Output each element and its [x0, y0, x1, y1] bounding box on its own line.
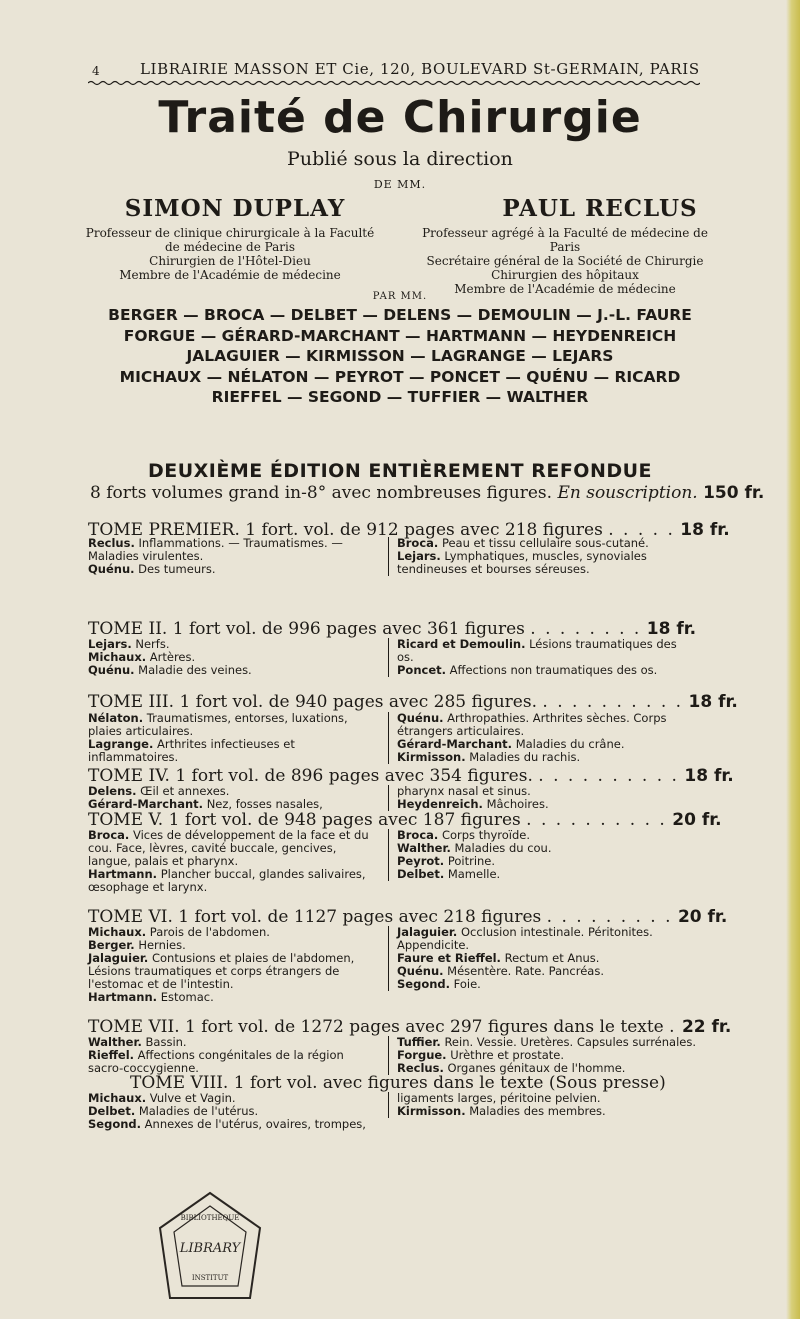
director-desc-duplay: [80, 226, 380, 282]
director-name-reclus: PAUL RECLUS: [502, 195, 698, 222]
tome-heading: [88, 766, 734, 786]
tome-entry: [397, 664, 697, 677]
volumes-text: 8 forts volumes grand in-8° avec nombreuses figures.: [90, 483, 553, 503]
tome-label: TOME II. 1 fort vol. de 996 pages avec 361 figures: [88, 619, 525, 639]
tome-leader: . . . . . . . . . .: [526, 810, 667, 830]
entry-subject: ligaments larges, péritoine pelvien.: [397, 1091, 601, 1105]
tome-column-left: [88, 1092, 378, 1131]
tome-label: TOME III. 1 fort vol. de 940 pages avec 285 figures.: [88, 692, 537, 712]
tome-entry: [397, 712, 697, 738]
contributors-list: [90, 305, 710, 408]
entry-subject: Plancher buccal, glandes salivaires, œsophage et larynx.: [88, 867, 366, 894]
tome-price: 20 fr.: [672, 810, 722, 830]
entry-author: Quénu.: [397, 711, 444, 725]
tome-column-right: [388, 1036, 697, 1075]
tome-entry: [88, 1049, 378, 1075]
entry-subject: Maladies du crâne.: [512, 737, 625, 751]
tome-entry: [88, 664, 378, 677]
tome-entry: [88, 991, 378, 1004]
tome-heading: [88, 619, 708, 639]
stamp-center-text: LIBRARY: [179, 1241, 241, 1256]
entry-author: Berger.: [88, 938, 135, 952]
entry-author: Rieffel.: [88, 1048, 135, 1062]
entry-author: Kirmisson.: [397, 750, 466, 764]
tome-heading: [88, 907, 728, 927]
entry-subject: Poitrine.: [444, 854, 496, 868]
tome-column-right: [388, 712, 697, 764]
tome-label: TOME V. 1 fort vol. de 948 pages avec 187 figures: [88, 810, 521, 830]
tome-entry: [88, 537, 378, 563]
tome-column-left: [88, 926, 378, 1004]
subtitle: Publié sous la direction: [287, 148, 513, 170]
stamp-top-text: BIBLIOTHÈQUE: [180, 1214, 240, 1222]
tome-price: 22 fr.: [681, 1017, 732, 1037]
tome-entry: [397, 550, 697, 576]
entry-subject: Vulve et Vagin.: [146, 1091, 236, 1105]
entry-subject: Corps thyroïde.: [438, 828, 531, 842]
tome-heading: [130, 1073, 750, 1093]
entry-subject: Mésentère. Rate. Pancréas.: [443, 964, 604, 978]
entry-subject: Occlusion intestinale. Péritonites. Appendicite.: [397, 925, 653, 952]
entry-author: Poncet.: [397, 663, 446, 677]
volumes-line: [90, 483, 765, 503]
entry-author: Hartmann.: [88, 867, 158, 881]
tome-entry: [88, 1118, 378, 1131]
desc-line: Professeur agrégé à la Faculté de médecine de Paris: [422, 226, 708, 254]
tome-entry: [397, 868, 697, 881]
entry-author: Broca.: [88, 828, 130, 842]
entry-author: Lejars.: [397, 549, 441, 563]
tome-column-right: [388, 1092, 697, 1118]
entry-author: Heydenreich.: [397, 797, 483, 811]
entry-author: Broca.: [397, 536, 439, 550]
tome-column-right: [388, 537, 697, 576]
entry-subject: Maladies du rachis.: [465, 750, 581, 764]
wavy-rule: [88, 80, 700, 86]
entry-author: Hartmann.: [88, 990, 158, 1004]
entry-author: Quénu.: [397, 964, 444, 978]
tome-column-left: [88, 712, 378, 764]
tome-price: 18 fr.: [684, 766, 734, 786]
entry-subject: Arthropathies. Arthrites sèches. Corps étrangers articulaires.: [397, 711, 667, 738]
volumes-price: 150 fr.: [703, 483, 765, 503]
tome-price: 20 fr.: [677, 907, 728, 927]
tome-label: TOME VI. 1 fort vol. de 1127 pages avec 218 figures: [88, 907, 542, 927]
entry-subject: Maladies des membres.: [465, 1104, 606, 1118]
stamp-bottom-text: INSTITUT: [191, 1274, 229, 1282]
tome-leader: . . . . . . . . . .: [542, 692, 684, 712]
entry-subject: Estomac.: [157, 990, 214, 1004]
contributors-line: MICHAUX — NÉLATON — PEYROT — PONCET — QUÉNU — RICARD: [119, 367, 681, 386]
tome-entry: [88, 712, 378, 738]
entry-subject: Peau et tissu cellulaire sous-cutané.: [438, 536, 649, 550]
entry-author: Gérard-Marchant.: [88, 797, 204, 811]
tome-entry: [397, 638, 697, 664]
tome-leader: . . . . . . . .: [530, 619, 642, 639]
page-edge: [786, 0, 800, 1319]
entry-author: Jalaguier.: [88, 951, 149, 965]
tome-entry: [88, 738, 378, 764]
entry-subject: Rectum et Anus.: [500, 951, 600, 965]
entry-author: Gérard-Marchant.: [397, 737, 513, 751]
tome-column-right: [388, 829, 697, 881]
tome-leader: .: [669, 1017, 677, 1037]
entry-subject: Des tumeurs.: [134, 562, 216, 576]
entry-author: Lagrange.: [88, 737, 154, 751]
entry-author: Segond.: [88, 1117, 142, 1131]
tome-entry: [397, 926, 697, 952]
entry-subject: Affections non traumatiques des os.: [446, 663, 658, 677]
entry-subject: Urèthre et prostate.: [446, 1048, 565, 1062]
entry-author: Jalaguier.: [397, 925, 458, 939]
tome-label: TOME IV. 1 fort vol. de 896 pages avec 354 figures.: [88, 766, 533, 786]
par-mm-label: PAR MM.: [372, 291, 428, 302]
entry-author: Forgue.: [397, 1048, 447, 1062]
tome-column-left: [88, 638, 378, 677]
tome-column-left: [88, 829, 378, 894]
entry-author: Peyrot.: [397, 854, 445, 868]
entry-author: Kirmisson.: [397, 1104, 466, 1118]
tome-column-right: [388, 638, 697, 677]
entry-subject: Bassin.: [141, 1035, 187, 1049]
tome-label: TOME VIII. 1 fort vol. avec figures dans le texte (Sous presse): [130, 1073, 666, 1093]
desc-line: Secrétaire général de la Société de Chirurgie: [426, 254, 704, 268]
entry-subject: Rein. Vessie. Uretères. Capsules surrénales.: [440, 1035, 696, 1049]
tome-leader: . . . . . . . . . .: [538, 766, 679, 786]
entry-author: Walther.: [397, 841, 451, 855]
entry-subject: Lésions traumatiques des os.: [397, 637, 677, 664]
entry-subject: Affections congénitales de la région sacro-coccygienne.: [88, 1048, 344, 1075]
entry-author: Segond.: [397, 977, 451, 991]
library-stamp-icon: [140, 1188, 280, 1308]
tome-leader: . . . . . . . . .: [546, 907, 673, 927]
contributors-line: RIEFFEL — SEGOND — TUFFIER — WALTHER: [211, 388, 589, 406]
tome-price: 18 fr.: [680, 520, 730, 540]
tome-entry: [397, 751, 697, 764]
tome-column-right: [388, 926, 697, 991]
entry-subject: Contusions et plaies de l'abdomen, Lésions traumatiques et corps étrangers de l'estomac et de l'intestin.: [88, 951, 355, 991]
tome-entry: [88, 952, 378, 991]
tome-entry: [88, 829, 378, 868]
entry-subject: Mâchoires.: [482, 797, 549, 811]
tome-heading: [88, 1017, 732, 1037]
entry-subject: Nez, fosses nasales,: [203, 797, 323, 811]
entry-subject: Œil et annexes.: [136, 784, 230, 798]
entry-author: Faure et Rieffel.: [397, 951, 501, 965]
entry-author: Reclus.: [397, 1061, 444, 1075]
publisher-header: LIBRAIRIE MASSON ET Cie, 120, BOULEVARD St-GERMAIN, PARIS: [140, 60, 700, 78]
entry-subject: Inflammations. — Traumatismes. — Maladies virulentes.: [88, 536, 343, 563]
desc-line: Professeur de clinique chirurgicale à la Faculté: [85, 226, 375, 240]
main-title: Traité de Chirurgie: [158, 92, 642, 143]
desc-line: Membre de l'Académie de médecine: [119, 268, 341, 282]
entry-author: Tuffier.: [397, 1035, 441, 1049]
entry-author: Michaux.: [88, 925, 147, 939]
entry-author: Broca.: [397, 828, 439, 842]
entry-subject: Maladies du cou.: [450, 841, 552, 855]
entry-author: Lejars.: [88, 637, 132, 651]
entry-author: Quénu.: [88, 562, 135, 576]
tome-column-right: [388, 785, 697, 811]
director-desc-reclus: [410, 226, 720, 296]
tome-entry: [397, 978, 697, 991]
de-mm-label: DE MM.: [373, 178, 427, 191]
entry-author: Michaux.: [88, 650, 147, 664]
entry-subject: Artères.: [146, 650, 196, 664]
entry-subject: Annexes de l'utérus, ovaires, trompes,: [141, 1117, 366, 1131]
tome-label: TOME PREMIER. 1 fort. vol. de 912 pages avec 218 figures: [88, 520, 603, 540]
entry-author: Nélaton.: [88, 711, 144, 725]
tome-heading: [88, 692, 738, 712]
tome-column-left: [88, 785, 378, 811]
entry-subject: Parois de l'abdomen.: [146, 925, 270, 939]
contributors-line: BERGER — BROCA — DELBET — DELENS — DEMOULIN — J.-L. FAURE: [108, 306, 692, 324]
tome-column-left: [88, 537, 378, 576]
desc-line: Chirurgien de l'Hôtel-Dieu: [149, 254, 311, 268]
entry-subject: Nerfs.: [131, 637, 170, 651]
entry-author: Reclus.: [88, 536, 135, 550]
entry-subject: Maladie des veines.: [134, 663, 252, 677]
page-number: 4: [92, 64, 100, 78]
entry-subject: Traumatismes, entorses, luxations, plaies articulaires.: [88, 711, 348, 738]
entry-subject: pharynx nasal et sinus.: [397, 784, 531, 798]
entry-subject: Mamelle.: [444, 867, 501, 881]
tome-column-left: [88, 1036, 378, 1075]
entry-author: Delbet.: [88, 1104, 136, 1118]
entry-subject: Maladies de l'utérus.: [135, 1104, 259, 1118]
entry-author: Walther.: [88, 1035, 142, 1049]
tome-heading: [88, 810, 722, 830]
tome-entry: [397, 1105, 697, 1118]
entry-author: Ricard et Demoulin.: [397, 637, 526, 651]
tome-entry: [88, 563, 378, 576]
entry-author: Quénu.: [88, 663, 135, 677]
tome-entry: [88, 868, 378, 894]
director-name-duplay: SIMON DUPLAY: [124, 195, 346, 222]
contributors-line: FORGUE — GÉRARD-MARCHANT — HARTMANN — HEYDENREICH: [123, 326, 677, 345]
edition-heading: DEUXIÈME ÉDITION ENTIÈREMENT REFONDUE: [147, 460, 653, 482]
desc-line: Membre de l'Académie de médecine: [454, 282, 676, 296]
entry-subject: Vices de développement de la face et du cou. Face, lèvres, cavité buccale, gencives, langue, palais et pharynx.: [88, 828, 369, 868]
entry-author: Delens.: [88, 784, 137, 798]
tome-label: TOME VII. 1 fort vol. de 1272 pages avec 297 figures dans le texte: [88, 1017, 664, 1037]
entry-subject: Lymphatiques, muscles, synoviales tendineuses et bourses séreuses.: [397, 549, 647, 576]
entry-author: Michaux.: [88, 1091, 147, 1105]
tome-leader: . . . . .: [608, 520, 675, 540]
entry-author: Delbet.: [397, 867, 445, 881]
desc-line: Chirurgien des hôpitaux: [491, 268, 639, 282]
contributors-line: JALAGUIER — KIRMISSON — LAGRANGE — LEJARS: [186, 347, 614, 365]
entry-subject: Hernies.: [134, 938, 186, 952]
entry-subject: Arthrites infectieuses et inflammatoires.: [88, 737, 295, 764]
desc-line: de médecine de Paris: [164, 240, 296, 254]
entry-subject: Organes génitaux de l'homme.: [443, 1061, 626, 1075]
souscription-text: En souscription.: [557, 483, 698, 503]
tome-price: 18 fr.: [646, 619, 697, 639]
tome-price: 18 fr.: [688, 692, 738, 712]
entry-subject: Foie.: [450, 977, 481, 991]
